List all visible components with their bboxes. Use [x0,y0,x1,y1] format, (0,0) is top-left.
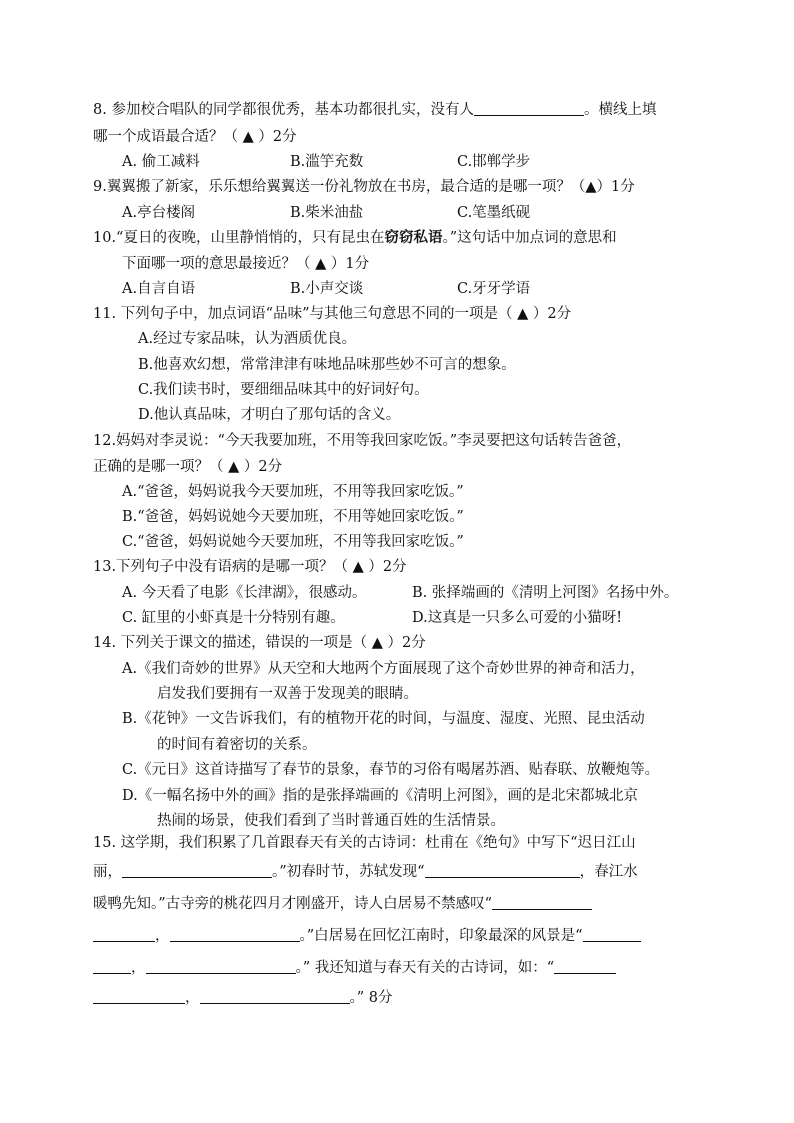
q12-stem-line1: 12.妈妈对李灵说：“今天我要加班，不用等我回家吃饭。”李灵要把这句话转告爸爸， [93,433,632,449]
q8-stem-line2: 哪一个成语最合适？（ ▲ ）2分 [93,129,297,145]
q8-option-a: A. 偷工减料 [122,154,200,170]
q10-option-b: B.小声交谈 [290,281,364,297]
q15-line4: ， 。”白居易在回忆江南时，印象最深的风景是“ [93,926,641,946]
q14-option-a-line1: A.《我们奇妙的世界》从天空和大地两个方面展现了这个奇妙世界的神奇和活力， [122,661,645,677]
q15-blank-4[interactable] [170,926,300,942]
q10-option-c: C.牙牙学语 [457,281,531,297]
q15-line3: 暖鸭先知。”古寺旁的桃花四月才刚盛开，诗人白居易不禁感叹“ [93,894,592,914]
q13-stem: 13.下列句子中没有语病的是哪一项？（ ▲ ）2分 [93,559,407,575]
q8-option-b: B.滥竽充数 [290,154,364,170]
q8-stem-line1: 8. 参加校合唱队的同学都很优秀，基本功都很扎实，没有人 。横线上填 [93,102,657,118]
q14-stem: 14. 下列关于课文的描述，错误的一项是（ ▲ ）2分 [93,635,426,651]
q9-stem: 9.翼翼搬了新家，乐乐想给翼翼送一份礼物放在书房，最合适的是哪一项？（▲）1分 [93,179,635,195]
q11-option-a: A.经过专家品味，认为酒质优良。 [138,331,357,347]
q15-blank-1[interactable] [122,862,272,878]
q13-option-a: A. 今天看了电影《长津湖》，很感动。 [122,585,367,601]
q11-stem: 11. 下列句子中，加点词语“品味”与其他三句意思不同的一项是（ ▲ ）2分 [93,306,572,322]
q12-stem-line2: 正确的是哪一项？（ ▲ ）2分 [93,459,283,475]
q10-stem-line2: 下面哪一项的意思最接近？（ ▲ ）1分 [122,256,370,272]
q15-blank-7a[interactable] [554,958,616,974]
q12-option-c: C.“爸爸，妈妈说她今天要加班，不用等我回家吃饭。” [122,534,464,550]
q15-blank-3b[interactable] [93,926,155,942]
q13-option-c: C. 缸里的小虾真是十分特别有趣。 [122,610,345,626]
q8-option-c: C.邯郸学步 [457,154,531,170]
q15-blank-7b[interactable] [93,988,185,1004]
q15-blank-2[interactable] [425,862,580,878]
q14-option-a-line2: 启发我们要拥有一双善于发现美的眼睛。 [157,686,418,702]
q15-line2: 丽， 。”初春时节，苏轼发现“ ，春江水 [93,864,638,880]
q9-option-a: A.亭台楼阁 [122,205,196,221]
q15-blank-3a[interactable] [492,894,592,910]
q13-option-b: B. 张择端画的《清明上河图》名扬中外。 [412,585,679,601]
q10-option-a: A.自言自语 [122,281,196,297]
q15-blank-6[interactable] [146,958,296,974]
q15-blank-5b[interactable] [93,958,131,974]
q11-option-d: D.他认真品味，才明白了那句话的含义。 [138,407,401,423]
q10-emphasized-word: 窃窃私语 [384,229,443,246]
q12-option-b: B.“爸爸，妈妈说她今天要加班，不用等她回家吃饭。” [122,509,464,525]
q14-option-b-line2: 的时间有着密切的关系。 [157,737,317,753]
q12-option-a: A.“爸爸，妈妈说我今天要加班，不用等我回家吃饭。” [122,484,464,500]
q11-option-b: B.他喜欢幻想，常常津津有味地品味那些妙不可言的想象。 [138,357,516,373]
q9-option-b: B.柴米油盐 [290,205,364,221]
q9-option-c: C.笔墨纸砚 [457,205,531,221]
q15-line1: 15. 这学期，我们积累了几首跟春天有关的古诗词：杜甫在《绝句》中写下“迟日江山 [93,835,636,851]
q14-option-b-line1: B.《花钟》一文告诉我们，有的植物开花的时间，与温度、湿度、光照、昆虫活动 [122,711,645,727]
q15-blank-8[interactable] [200,988,350,1004]
q15-blank-5a[interactable] [583,926,641,942]
q14-option-d-line2: 热闹的场景，使我们看到了当时普通百姓的生活情景。 [157,813,505,829]
q15-line6: ， 。” 8分 [93,988,393,1008]
q10-stem-line1: 10.“夏日的夜晚，山里静悄悄的，只有昆虫在窃窃私语。”这句话中加点词的意思和 [93,229,617,246]
q14-option-d-line1: D.《一幅名扬中外的画》指的是张择端画的《清明上河图》，画的是北宋都城北京 [122,788,638,804]
q15-line5: ， 。” 我还知道与春天有关的古诗词，如：“ [93,958,616,978]
q8-answer-blank[interactable] [474,100,584,116]
q14-option-c: C.《元日》这首诗描写了春节的景象，春节的习俗有喝屠苏酒、贴春联、放鞭炮等。 [122,762,660,778]
q13-option-d: D.这真是一只多么可爱的小猫呀! [412,610,623,626]
q11-option-c: C.我们读书时，要细细品味其中的好词好句。 [138,382,429,398]
